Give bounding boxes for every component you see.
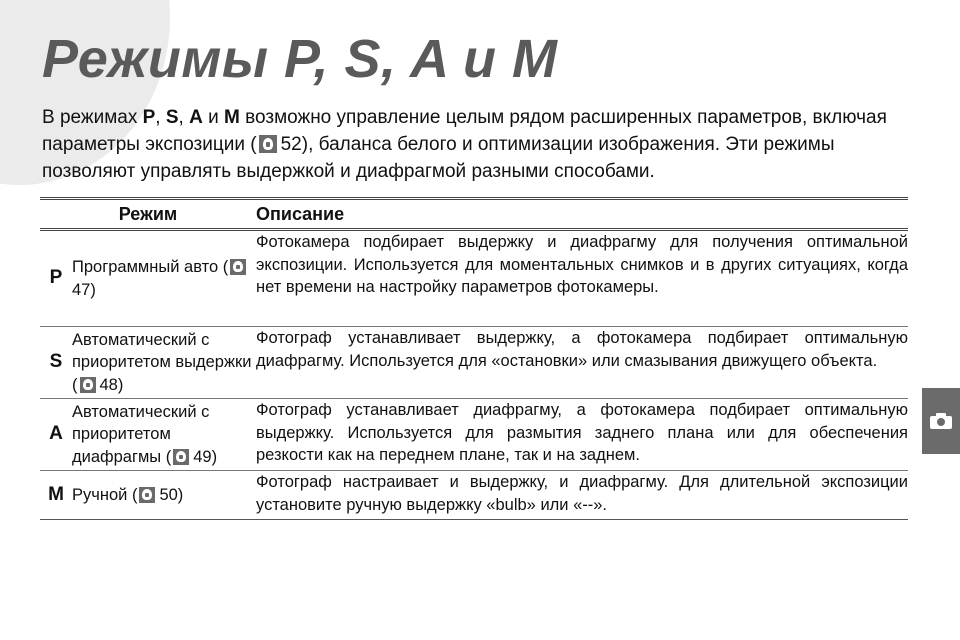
- mode-name-text: Автоматический с приоритетом диафрагмы (: [72, 402, 210, 466]
- mode-s-inline: S: [165, 107, 179, 128]
- intro-text: и: [202, 107, 225, 128]
- header-mode: Режим: [118, 203, 178, 224]
- page-reference-icon: [230, 259, 246, 275]
- intro-text: ,: [155, 107, 166, 128]
- table-header: [40, 200, 908, 231]
- mode-name: [72, 327, 256, 398]
- mode-name-text: ): [177, 485, 184, 504]
- modes-table: [40, 197, 908, 520]
- header-description: Описание: [256, 203, 345, 224]
- intro-text: ), баланса белого и оптимизации изображения. Эти режимы позволяют управлять выдержкой и диафрагмой разными способами.: [42, 134, 835, 182]
- page-reference-icon: [139, 487, 155, 503]
- camera-icon: [930, 413, 952, 429]
- mode-name-text: Автоматический с приоритетом выдержки (: [72, 330, 252, 394]
- mode-description: Фотограф настраивает и выдержку, и диафрагму. Для длительной экспозиции установите ручную выдержку «bulb» или «--».: [256, 473, 908, 514]
- page-reference-number: 49: [193, 447, 212, 466]
- page-reference-icon: [173, 449, 189, 465]
- mode-name-text: ): [90, 280, 96, 299]
- table-row: [40, 399, 908, 471]
- table-row: [40, 471, 908, 520]
- intro-paragraph: [42, 104, 912, 185]
- mode-letter: S: [49, 351, 63, 373]
- page-reference-icon: [259, 135, 277, 153]
- mode-letter: A: [49, 423, 63, 445]
- table-row: [40, 231, 908, 327]
- section-tab: [922, 388, 960, 454]
- page-reference-icon: [80, 377, 96, 393]
- mode-name-text: ): [211, 447, 218, 466]
- mode-description: Фотокамера подбирает выдержку и диафрагму для получения оптимальной экспозиции. Используется для моментальных снимков и в других ситуациях, когда нет времени на настройку параметров фотокамеры.: [256, 233, 908, 296]
- mode-name: [72, 471, 256, 519]
- mode-name: [72, 399, 256, 470]
- page-reference-number: 47: [72, 280, 91, 299]
- intro-text: В режимах: [42, 107, 143, 128]
- mode-m-inline: M: [224, 107, 240, 128]
- table-row: [40, 327, 908, 399]
- intro-text: возможно управление целым рядом расширенных параметров, включая параметры экспозиции (: [42, 107, 887, 155]
- mode-a-inline: A: [189, 107, 203, 128]
- intro-text: ,: [178, 107, 190, 128]
- page-reference-number: 50: [159, 485, 178, 504]
- page-title: Режимы P, S, A и M: [42, 29, 558, 89]
- page-reference-number: 52: [280, 134, 302, 155]
- mode-name-text: Программный авто (: [72, 258, 229, 276]
- mode-name-text: ): [117, 375, 124, 394]
- mode-letter: P: [49, 267, 63, 289]
- mode-name-text: Ручной (: [72, 485, 138, 504]
- mode-name: [72, 231, 256, 326]
- mode-description: Фотограф устанавливает выдержку, а фотокамера подбирает оптимальную диафрагму. Используется для «остановки» или смазывания движущего объекта.: [256, 329, 908, 370]
- mode-description: Фотограф устанавливает диафрагму, а фотокамера подбирает оптимальную выдержку. Используется для размытия заднего плана или для обеспечения резкости как на переднем плане, так и на заднем.: [256, 401, 908, 464]
- mode-letter: M: [48, 483, 64, 505]
- mode-p-inline: P: [142, 107, 156, 128]
- page-reference-number: 48: [99, 375, 118, 394]
